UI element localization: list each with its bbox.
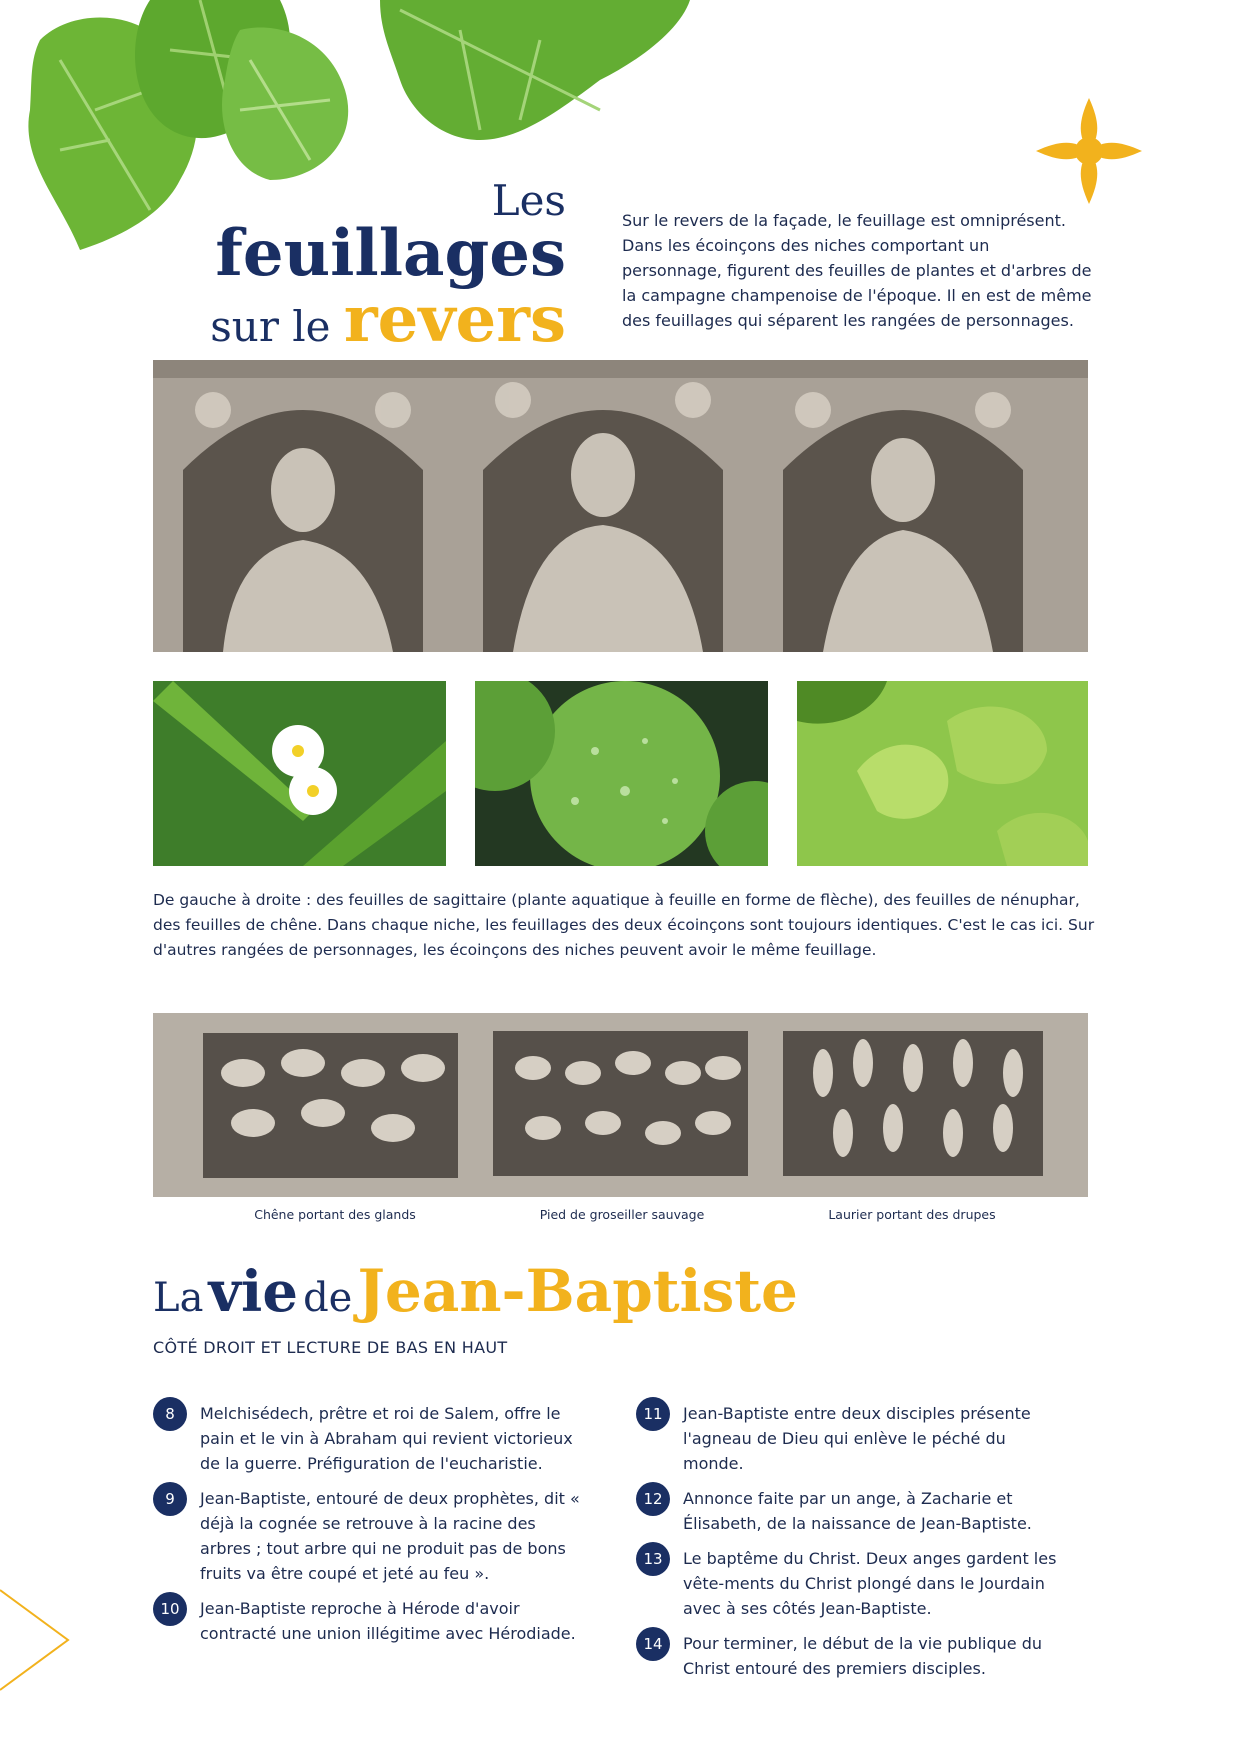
title-word-de: de: [303, 1275, 353, 1321]
chevron-ornament-icon: [0, 1585, 80, 1695]
statues-photo: [153, 360, 1088, 652]
carving-caption-chene: Chêne portant des glands: [254, 1207, 416, 1222]
number-badge: 11: [636, 1397, 670, 1431]
intro-paragraph: Sur le revers de la façade, le feuillage est omniprésent. Dans les écoinçons des niches comportant un personnage, figurent des feuilles de plantes et d'arbres de la campagne champenoise de l'époque. Il en est de même des feuillages qui séparent les rangées de personnages.: [622, 211, 1092, 330]
numbered-list-right: [636, 1401, 1066, 1691]
list-item: [636, 1401, 1066, 1476]
list-item: [153, 1486, 583, 1586]
numbered-list-left: [153, 1401, 583, 1656]
section-subtitle: CÔTÉ DROIT ET LECTURE DE BAS EN HAUT: [153, 1338, 508, 1357]
section-title-feuillages: [206, 176, 566, 357]
number-badge: 12: [636, 1482, 670, 1516]
number-badge: 13: [636, 1542, 670, 1576]
list-item: [153, 1401, 583, 1476]
list-item: [153, 1596, 583, 1646]
title-word-vie: vie: [208, 1259, 298, 1325]
list-item: [636, 1486, 1066, 1536]
photo-nenuphar: [475, 681, 768, 866]
flower-ornament-icon: [1030, 92, 1148, 210]
title-word-les: Les: [491, 176, 566, 225]
carving-caption-laurier: Laurier portant des drupes: [828, 1207, 996, 1222]
carvings-photo: [153, 1013, 1088, 1197]
photo-sagittaire: [153, 681, 446, 866]
list-item: [636, 1631, 1066, 1681]
list-item-text: Annonce faite par un ange, à Zacharie et Élisabeth, de la naissance de Jean-Baptiste.: [683, 1489, 1032, 1533]
photo-chene: [797, 681, 1088, 866]
number-badge: 14: [636, 1627, 670, 1661]
title-word-la: La: [153, 1275, 204, 1321]
section-title-jean-baptiste: [153, 1257, 798, 1325]
list-item: [636, 1546, 1066, 1621]
title-word-sur-le: sur le: [210, 302, 331, 351]
title-word-jean-baptiste: Jean-Baptiste: [357, 1257, 798, 1325]
list-item-text: Melchisédech, prêtre et roi de Salem, offre le pain et le vin à Abraham qui revient victorieux de la guerre. Préfiguration de l'eucharistie.: [200, 1404, 573, 1473]
list-item-text: Jean-Baptiste, entouré de deux prophètes, dit « déjà la cognée se retrouve à la racine des arbres ; tout arbre qui ne produit pas de bons fruits va être coupé et jeté au feu ».: [200, 1489, 580, 1583]
list-item-text: Jean-Baptiste entre deux disciples présente l'agneau de Dieu qui enlève le péché du monde.: [683, 1404, 1031, 1473]
title-word-revers: revers: [343, 282, 566, 357]
number-badge: 9: [153, 1482, 187, 1516]
list-item-text: Jean-Baptiste reproche à Hérode d'avoir contracté une union illégitime avec Hérodiade.: [200, 1599, 576, 1643]
number-badge: 8: [153, 1397, 187, 1431]
title-word-feuillages: feuillages: [215, 216, 566, 291]
list-item-text: Pour terminer, le début de la vie publique du Christ entouré des premiers disciples.: [683, 1634, 1043, 1678]
carving-caption-groseiller: Pied de groseiller sauvage: [539, 1207, 705, 1222]
caption-leaves: De gauche à droite : des feuilles de sagittaire (plante aquatique à feuille en forme de flèche), des feuilles de nénuphar, des feuilles de chêne. Dans chaque niche, les feuillages des deux écoinçons sont toujours identiques. C'est le cas ici. Sur d'autres rangées de personnages, les écoinçons des niches peuvent avoir le même feuillage.: [153, 891, 1095, 959]
number-badge: 10: [153, 1592, 187, 1626]
list-item-text: Le baptême du Christ. Deux anges gardent les vête-ments du Christ plongé dans le Jourdain avec à ses côtés Jean-Baptiste.: [683, 1549, 1057, 1618]
